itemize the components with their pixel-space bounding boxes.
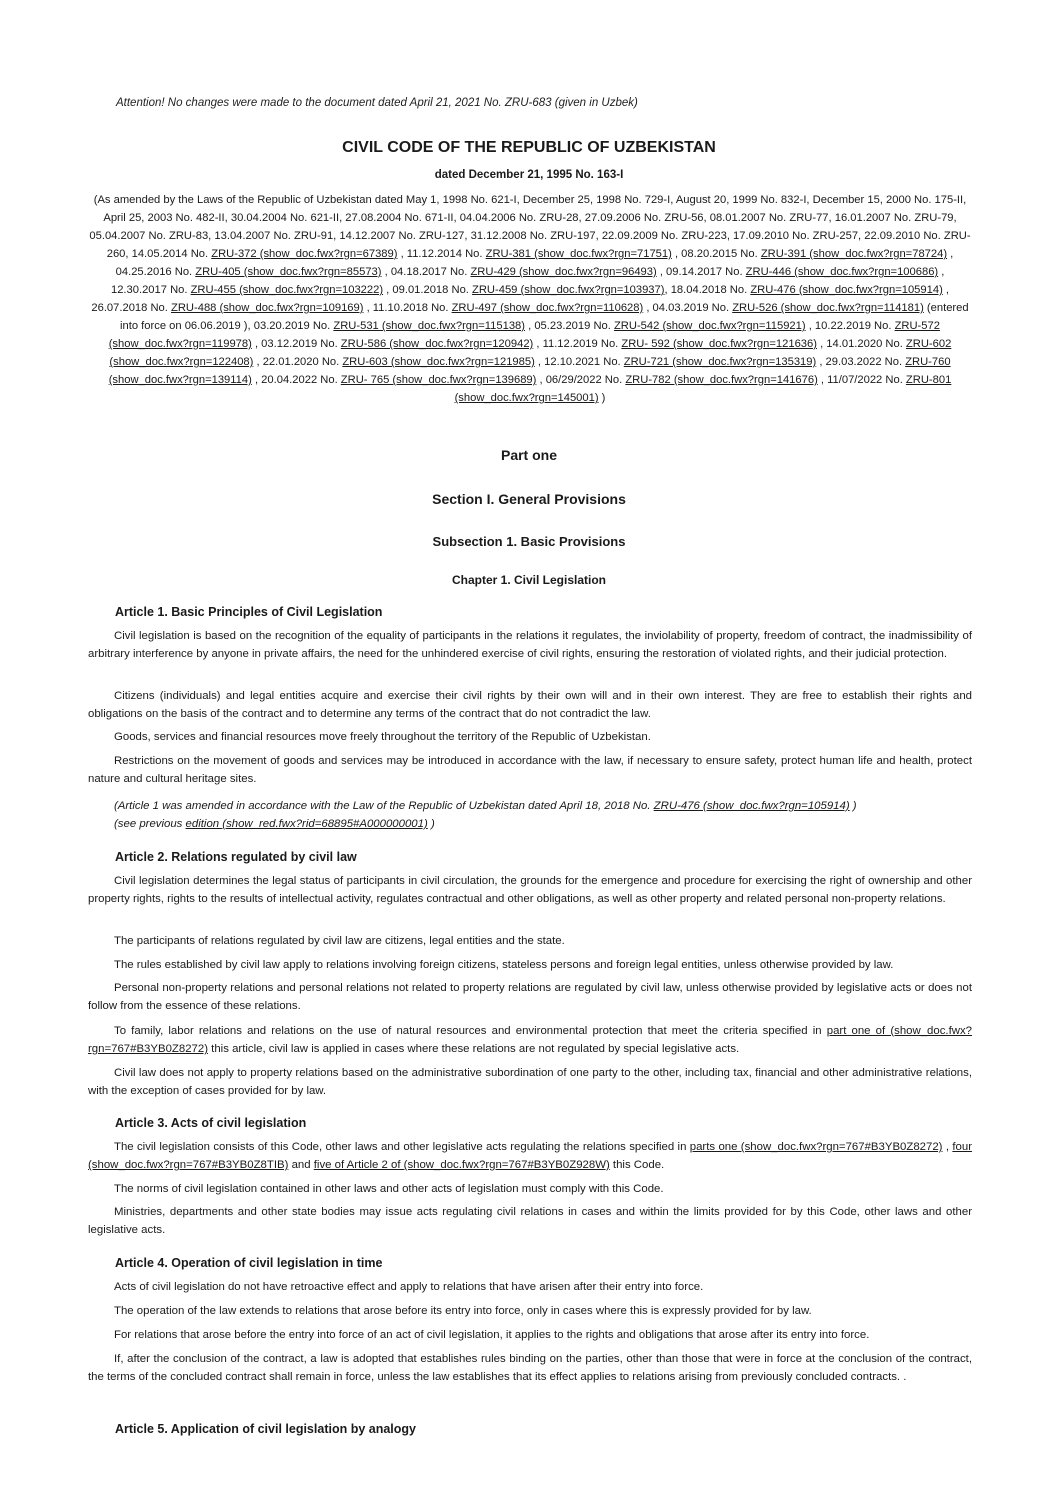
amendment-link[interactable]: ZRU-476 (show_doc.fwx?rgn=105914) <box>750 284 943 296</box>
article-1-paragraph: Goods, services and financial resources move freely throughout the territory of the Republic of Uzbekistan. <box>114 731 651 743</box>
amendment-link[interactable]: ZRU-603 (show_doc.fwx?rgn=121985) <box>342 356 535 368</box>
article-4-paragraph: Acts of civil legislation do not have retroactive effect and apply to relations that have arisen after their entry into force. <box>114 1281 704 1293</box>
amendment-link[interactable]: ZRU-446 (show_doc.fwx?rgn=100686) <box>745 266 939 278</box>
article-2-paragraph: The rules established by civil law apply to relations involving foreign citizens, stateless persons and foreign legal entities, unless otherwise provided by law. <box>114 959 894 971</box>
article-1-paragraph: Restrictions on the movement of goods and services may be introduced in accordance with the law, if necessary to ensure safety, protect human life and health, protect nature and cultural heritage sites. <box>88 755 972 785</box>
article-4-paragraph: For relations that arose before the entry into force of an act of civil legislation, it applies to the rights and obligations that arose after its entry into force. <box>114 1329 870 1341</box>
document-date: dated December 21, 1995 No. 163-I <box>434 169 624 181</box>
amendment-link[interactable]: ZRU- 765 (show_doc.fwx?rgn=139689) <box>340 374 537 386</box>
article-4-paragraph: If, after the conclusion of the contract, a law is adopted that establishes rules binding on the parties, other than those that were in force at the conclusion of the contract, the terms of the concluded contract shall remain in force, unless the law establishes that its effect applies to relations arising from previously concluded contracts. . <box>88 1353 972 1383</box>
four-link[interactable]: four (show_doc.fwx?rgn=767#B3YB0Z8TIB) <box>88 1141 972 1171</box>
amendment-link[interactable]: ZRU-526 (show_doc.fwx?rgn=114181) <box>732 302 924 314</box>
article-2-heading: Article 2. Relations regulated by civil law <box>115 850 357 864</box>
article-3-paragraph: The norms of civil legislation contained in other laws and other acts of legislation must comply with this Code. <box>114 1183 664 1195</box>
amendment-link[interactable]: ZRU-455 (show_doc.fwx?rgn=103222) <box>190 284 384 296</box>
article-1-heading: Article 1. Basic Principles of Civil Legislation <box>115 605 383 619</box>
article-1-paragraph: Civil legislation is based on the recognition of the equality of participants in the relations it regulates, the inviolability of property, freedom of contract, the inadmissibility of arbitrary interference by anyone in private affairs, the need for the unhindered exercise of civil rights, ensuring the restoration of violated rights, and their judicial protection. <box>88 630 972 660</box>
article-2-paragraph: Personal non-property relations and personal relations not related to property relations are regulated by civil law, unless otherwise provided by legislative acts or does not follow from the essence of these relations. <box>88 982 972 1012</box>
chapter-heading: Chapter 1. Civil Legislation <box>451 573 607 587</box>
amendment-link[interactable]: ZRU-602 (show_doc.fwx?rgn=122408) <box>109 338 952 368</box>
document-title: CIVIL CODE OF THE REPUBLIC OF UZBEKISTAN <box>342 139 716 156</box>
amendment-link[interactable]: ZRU-459 (show_doc.fwx?rgn=103937) <box>472 284 665 296</box>
amendment-link[interactable]: ZRU-405 (show_doc.fwx?rgn=85573) <box>195 266 382 278</box>
article-3-heading: Article 3. Acts of civil legislation <box>115 1116 307 1130</box>
amendment-link[interactable]: ZRU-381 (show_doc.fwx?rgn=71751) <box>485 248 672 260</box>
amendment-link[interactable]: ZRU-542 (show_doc.fwx?rgn=115921) <box>613 320 806 332</box>
amendment-link[interactable]: ZRU-572 (show_doc.fwx?rgn=119978) <box>108 320 940 350</box>
amendment-link[interactable]: ZRU-782 (show_doc.fwx?rgn=141676) <box>625 374 818 386</box>
article-2-paragraph: To family, labor relations and relations on the use of natural resources and environmental protection that meet the criteria specified in part one of (show_doc.fwx?rgn=767#B3YB0Z8272) this article, civil law is applied in cases where these relations are not regulated by special legislative acts. <box>88 1025 973 1055</box>
amendment-link[interactable]: ZRU-531 (show_doc.fwx?rgn=115138) <box>333 320 526 332</box>
article-4-heading: Article 4. Operation of civil legislation in time <box>115 1256 383 1270</box>
attention-notice: Attention! No changes were made to the document dated April 21, 2021 No. ZRU-683 (given in Uzbek) <box>116 97 638 109</box>
article-2-paragraph: The participants of relations regulated by civil law are citizens, legal entities and the state. <box>114 935 565 947</box>
amendment-link[interactable]: ZRU-760 (show_doc.fwx?rgn=139114) <box>108 356 951 386</box>
article-5-heading: Article 5. Application of civil legislation by analogy <box>115 1422 416 1436</box>
parts-one-link[interactable]: parts one (show_doc.fwx?rgn=767#B3YB0Z8272) <box>689 1141 943 1153</box>
article-2-paragraph: Civil law does not apply to property relations based on the administrative subordination of one party to the other, including tax, financial and other administrative relations, with the exception of cases provided for by law. <box>88 1067 972 1097</box>
amendments-paragraph: (As amended by the Laws of the Republic of Uzbekistan dated May 1, 1998 No. 621-I, December 25, 1998 No. 729-I, August 20, 1999 No. 832-I, December 15, 2000 No. 175-II, April 25, 2003 No. 482-II, 30.04.2004 No. 621-II, 27.08.2004 No. 671-II, 04.04.2006 No. ZRU-28, 27.09.2006 No. ZRU-56, 08.01.2007 No. ZRU-77, 16.01.2007 No. ZRU-79, 05.04.2007 No. ZRU-83, 13.04.2007 No. ZRU-91, 14.12.2007 No. ZRU-127, 31.12.2008 No. ZRU-197, 22.09.2009 No. ZRU-223, 17.09.2010 No. ZRU-257, 22.09.2010 No. ZRU-260, 14.05.2014 No. ZRU-372 (show_doc.fwx?rgn=67389) , 11.12.2014 No. ZRU-381 (show_doc.fwx?rgn=71751) , 08.20.2015 No. ZRU-391 (show_doc.fwx?rgn=78724) , 04.25.2016 No. ZRU-405 (show_doc.fwx?rgn=85573) , 04.18.2017 No. ZRU-429 (show_doc.fwx?rgn=96493) , 09.14.2017 No. ZRU-446 (show_doc.fwx?rgn=100686) , 12.30.2017 No. ZRU-455 (show_doc.fwx?rgn=103222) , 09.01.2018 No. ZRU-459 (show_doc.fwx?rgn=103937), 18.04.2018 No. ZRU-476 (show_doc.fwx?rgn=105914) , 26.07.2018 No. ZRU-488 (show_doc.fwx?rgn=109169) , 11.10.2018 No. ZRU-497 (show_doc.fwx?rgn=110628) , 04.03.2019 No. ZRU-526 (show_doc.fwx?rgn=114181) (entered into force on 06.06.2019 ), 03.20.2019 No. ZRU-531 (show_doc.fwx?rgn=115138) , 05.23.2019 No. ZRU-542 (show_doc.fwx?rgn=115921) , 10.22.2019 No. ZRU-572 (show_doc.fwx?rgn=119978) , 03.12.2019 No. ZRU-586 (show_doc.fwx?rgn=120942) , 11.12.2019 No. ZRU- 592 (show_doc.fwx?rgn=121636) , 14.01.2020 No. ZRU-602 (show_doc.fwx?rgn=122408) , 22.01.2020 No. ZRU-603 (show_doc.fwx?rgn=121985) , 12.10.2021 No. ZRU-721 (show_doc.fwx?rgn=135319) , 29.03.2022 No. ZRU-760 (show_doc.fwx?rgn=139114) , 20.04.2022 No. ZRU- 765 (show_doc.fwx?rgn=139689) , 06/29/2022 No. ZRU-782 (show_doc.fwx?rgn=141676) , 11/07/2022 No. ZRU-801 (show_doc.fwx?rgn=145001) ) <box>89 194 971 404</box>
article-3-paragraph: The civil legislation consists of this Code, other laws and other legislative acts regulating the relations specified in parts one (show_doc.fwx?rgn=767#B3YB0Z8272) , four (show_doc.fwx?rgn=767#B3YB0Z8TIB) and five of Article 2 of (show_doc.fwx?rgn=767#B3YB0Z928W) this Code. <box>88 1141 972 1171</box>
amendment-link[interactable]: ZRU- 592 (show_doc.fwx?rgn=121636) <box>621 338 817 350</box>
amendment-link[interactable]: ZRU-429 (show_doc.fwx?rgn=96493) <box>470 266 657 278</box>
amendment-link[interactable]: ZRU-586 (show_doc.fwx?rgn=120942) <box>340 338 534 350</box>
previous-edition-link[interactable]: edition (show_red.fwx?rid=68895#A000000001) <box>185 818 428 830</box>
section-heading: Section I. General Provisions <box>432 491 626 507</box>
article-3-paragraph: Ministries, departments and other state bodies may issue acts regulating civil relations in cases and within the limits provided for by this Code, other laws and other legislative acts. <box>88 1206 972 1236</box>
part-one-link[interactable]: part one of (show_doc.fwx?rgn=767#B3YB0Z8272) <box>88 1025 973 1055</box>
amendment-note: (Article 1 was amended in accordance with the Law of the Republic of Uzbekistan dated April 18, 2018 No. ZRU-476 (show_doc.fwx?rgn=105914) ) (see previous edition (show_red.fwx?rid=68895#A000000001) ) <box>114 800 857 830</box>
amendment-link[interactable]: ZRU-372 (show_doc.fwx?rgn=67389) <box>211 248 398 260</box>
subsection-heading: Subsection 1. Basic Provisions <box>432 534 626 549</box>
part-heading: Part one <box>500 447 557 463</box>
amendment-link[interactable]: ZRU-721 (show_doc.fwx?rgn=135319) <box>623 356 817 368</box>
amendment-link[interactable]: ZRU-801 (show_doc.fwx?rgn=145001) <box>454 374 952 404</box>
article-4-paragraph: The operation of the law extends to relations that arose before its entry into force, only in cases where this is expressly provided for by law. <box>114 1305 812 1317</box>
amendment-link[interactable]: ZRU-391 (show_doc.fwx?rgn=78724) <box>760 248 948 260</box>
amendment-note-link[interactable]: ZRU-476 (show_doc.fwx?rgn=105914) <box>653 800 850 812</box>
amendment-link[interactable]: ZRU-497 (show_doc.fwx?rgn=110628) <box>451 302 644 314</box>
amendment-link[interactable]: ZRU-488 (show_doc.fwx?rgn=109169) <box>171 302 364 314</box>
article-1-paragraph: Citizens (individuals) and legal entities acquire and exercise their civil rights by their own will and in their own interest. They are free to establish their rights and obligations on the basis of the contract and to determine any terms of the contract that do not contradict the law. <box>88 690 972 720</box>
article-2-paragraph: Civil legislation determines the legal status of participants in civil circulation, the grounds for the emergence and procedure for exercising the right of ownership and other property rights, rights to the results of intellectual activity, regulates contractual and other obligations, as well as other property and related personal non-property relations. <box>88 875 972 905</box>
five-link[interactable]: five of Article 2 of (show_doc.fwx?rgn=767#B3YB0Z928W) <box>313 1159 610 1171</box>
